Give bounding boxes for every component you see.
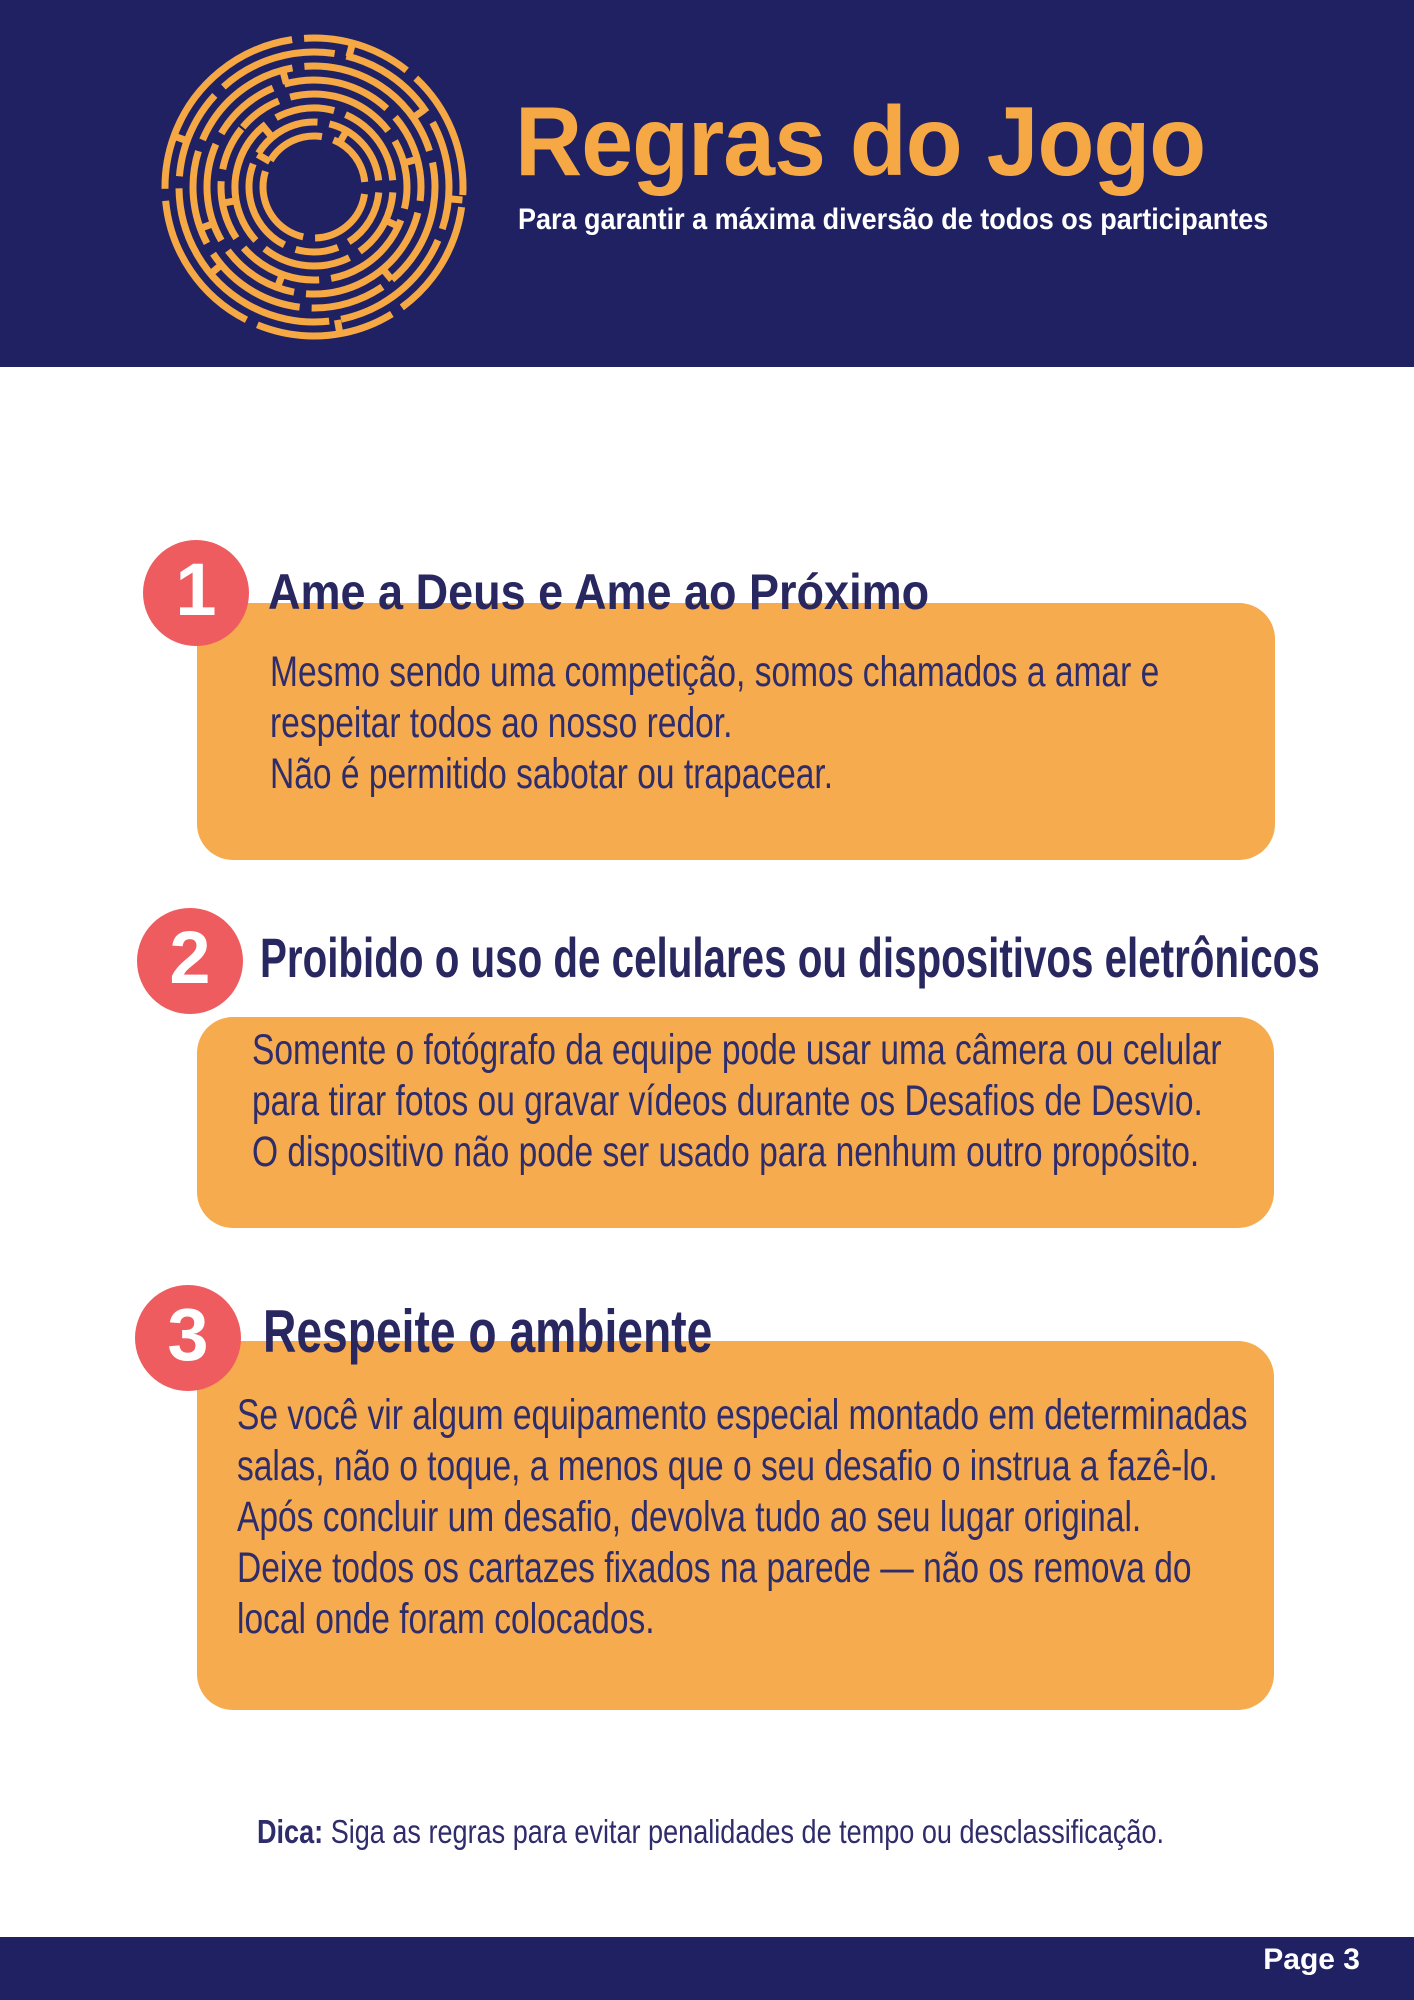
circular-maze-logo-icon bbox=[154, 27, 474, 347]
rule-3-body-line: salas, não o toque, a menos que o seu desafio o instrua a fazê-lo. bbox=[237, 1442, 1218, 1490]
rule-2-heading: Proibido o uso de celulares ou dispositivos eletrônicos bbox=[260, 926, 1320, 989]
rule-2-body-line: Somente o fotógrafo da equipe pode usar uma câmera ou celular bbox=[252, 1026, 1222, 1074]
page-subtitle: Para garantir a máxima diversão de todos os participantes bbox=[518, 203, 1269, 236]
tip-text: Siga as regras para evitar penalidades de tempo ou desclassificação. bbox=[323, 1813, 1165, 1850]
rule-1-body-line: Não é permitido sabotar ou trapacear. bbox=[270, 750, 834, 798]
footer-bar bbox=[0, 1937, 1414, 2000]
rule-3-heading: Respeite o ambiente bbox=[263, 1298, 713, 1365]
rule-3-number-badge bbox=[135, 1285, 241, 1391]
header-banner bbox=[0, 0, 1414, 367]
rule-1-heading: Ame a Deus e Ame ao Próximo bbox=[268, 564, 930, 620]
rule-3-body bbox=[237, 1390, 1248, 1645]
rule-1-number: 1 bbox=[175, 548, 217, 631]
rule-3-body-line: Após concluir um desafio, devolva tudo ao seu lugar original. bbox=[237, 1493, 1142, 1541]
rule-1-body-line: Mesmo sendo uma competição, somos chamados a amar e bbox=[270, 648, 1160, 696]
tip-note bbox=[257, 1815, 1164, 1848]
rule-2-body-line: O dispositivo não pode ser usado para nenhum outro propósito. bbox=[252, 1128, 1200, 1176]
rule-3-body-line: Se você vir algum equipamento especial montado em determinadas bbox=[237, 1391, 1248, 1439]
rule-2-body bbox=[252, 1025, 1222, 1178]
rule-1-number-badge bbox=[143, 540, 249, 646]
rule-2-number-badge bbox=[137, 908, 243, 1014]
rule-2-body-line: para tirar fotos ou gravar vídeos durante os Desafios de Desvio. bbox=[252, 1077, 1203, 1125]
rule-3-body-line: Deixe todos os cartazes fixados na parede — não os remova do bbox=[237, 1544, 1192, 1592]
rule-2-number: 2 bbox=[169, 916, 211, 999]
rule-3-body-line: local onde foram colocados. bbox=[237, 1595, 655, 1643]
tip-label: Dica: bbox=[257, 1813, 324, 1850]
rule-3-number: 3 bbox=[167, 1293, 209, 1376]
page-number: Page 3 bbox=[1263, 1943, 1360, 1976]
rule-1-body-line: respeitar todos ao nosso redor. bbox=[270, 699, 733, 747]
page-title: Regras do Jogo bbox=[515, 86, 1206, 196]
rule-1-body bbox=[270, 647, 1159, 800]
